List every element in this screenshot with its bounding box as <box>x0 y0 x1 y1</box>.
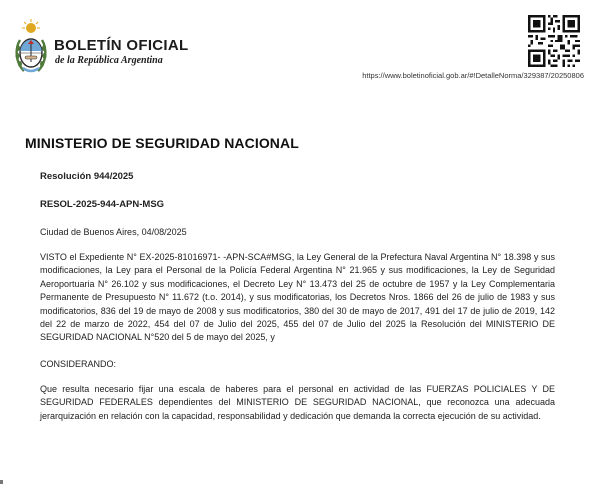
header <box>0 0 602 90</box>
brand-subtitle: de la República Argentina <box>55 55 163 66</box>
resolution-number: Resolución 944/2025 <box>40 171 134 182</box>
brand-title: BOLETÍN OFICIAL <box>54 37 189 54</box>
place-date: Ciudad de Buenos Aires, 04/08/2025 <box>40 227 187 237</box>
considerando-paragraph-1: Que resulta necesario fijar una escala de haberes para el personal en actividad de las FUERZAS POLICIALES Y DE SEGURIDAD FEDERALES dependientes del MINISTERIO DE SEGURIDAD NACIONAL, que reconozca una adecuada jerarquización en relación con la capacidad, responsabilidad y dedicación que demanda la correcta ejecución de su actividad. <box>40 383 555 421</box>
qr-code-icon[interactable] <box>528 15 580 67</box>
source-url-link[interactable]: https://www.boletinoficial.gob.ar/#!DetalleNorma/329387/20250806 <box>362 71 584 80</box>
document-body <box>40 170 560 423</box>
considerando-heading: CONSIDERANDO: <box>40 358 117 369</box>
scroll-marker <box>0 480 3 484</box>
argentina-coat-of-arms-icon <box>14 18 48 76</box>
ministry-heading: MINISTERIO DE SEGURIDAD NACIONAL <box>25 135 299 151</box>
resolution-code: RESOL-2025-944-APN-MSG <box>40 199 165 210</box>
visto-paragraph: VISTO el Expediente N° EX-2025-81016971- -APN-SCA#MSG, la Ley General de la Prefectura Naval Argentina N° 18.398 y sus modificaciones, la Ley para el Personal de la Policía Federal Argentina N° 21.965 y sus modificaciones, la Ley de Seguridad Aeroportuaria N° 26.102 y sus modificaciones, el Decreto Ley N° 13.473 del 25 de octubre de 1957 y la Ley Complementaria Permanente de Presupuesto N° 11.672 (t.o. 2014), y sus modificatorias, los Decretos Nros. 1866 del 26 de julio de 1983 y sus modificatorios, 836 del 19 de mayo de 2008 y sus modificatorios, 380 del 30 de mayo de 2017, 491 del 17 de julio de 2019, 142 del 22 de marzo de 2022, 454 del 07 de Julio del 2025, 455 del 07 de Julio del 2025 la Resolución del MINISTERIO DE SEGURIDAD NACIONAL N°520 del 5 de mayo del 2025, y <box>40 252 555 343</box>
